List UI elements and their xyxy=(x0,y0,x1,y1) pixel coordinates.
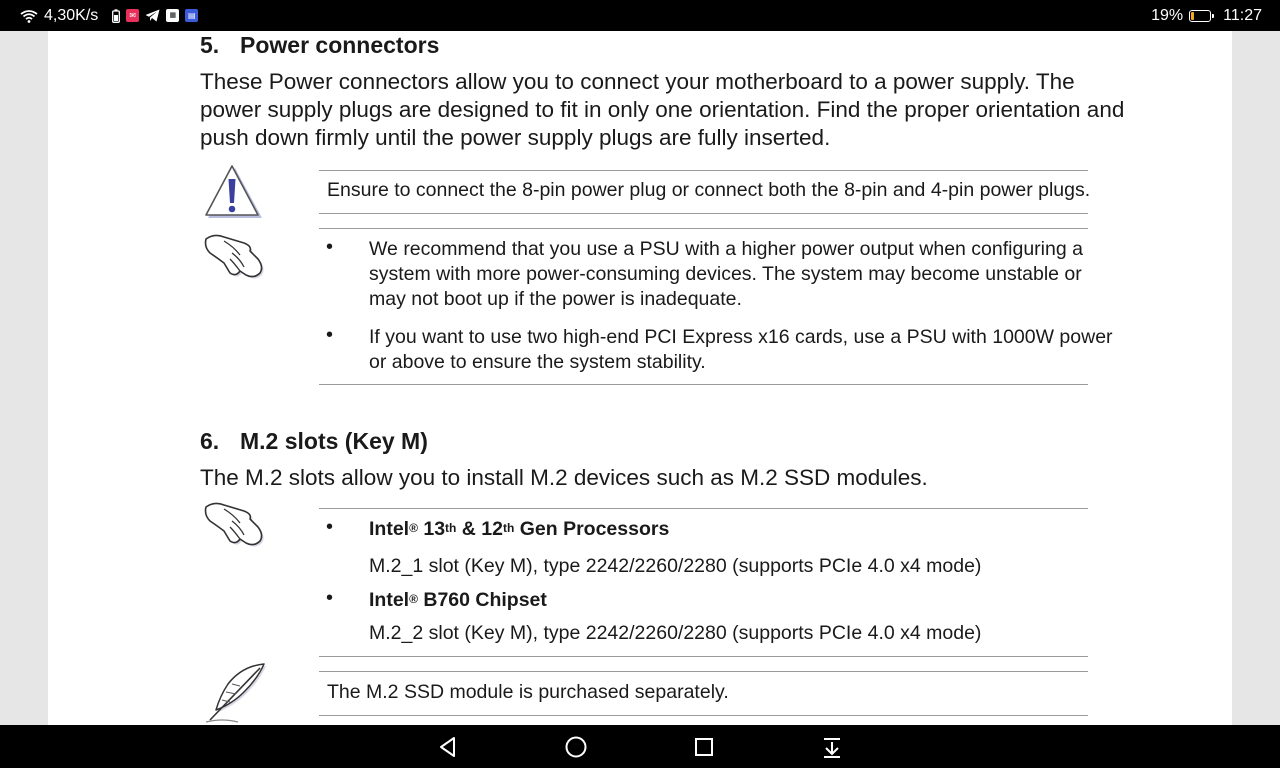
section-6-paragraph: The M.2 slots allow you to install M.2 devices such as M.2 SSD modules. xyxy=(200,465,928,490)
paragraph-line: power supply plugs are designed to fit in only one orientation. Find the proper orientation and xyxy=(200,97,1125,122)
gen-text: & 12 xyxy=(456,518,503,540)
network-speed: 4,30K/s xyxy=(44,6,99,24)
note-line: system with more power-consuming devices. The system may become unstable or xyxy=(369,263,1082,285)
m2-item-heading xyxy=(369,588,547,613)
news-app-icon: ▦ xyxy=(166,9,179,22)
note-line: If you want to use two high-end PCI Express x16 cards, use a PSU with 1000W power xyxy=(369,326,1113,348)
note-hand-icon xyxy=(204,501,266,556)
m2-note-text: The M.2 SSD module is purchased separately. xyxy=(327,681,729,703)
brand-text: Intel xyxy=(369,518,410,540)
section-title: Power connectors xyxy=(240,32,440,58)
divider xyxy=(319,213,1088,214)
status-bar xyxy=(0,0,1280,31)
m2-item-heading xyxy=(369,517,669,542)
gen-text: 13 xyxy=(417,518,446,540)
m2-slot-detail: M.2_2 slot (Key M), type 2242/2260/2280 (supports PCIe 4.0 x4 mode) xyxy=(369,622,982,644)
battery-fill xyxy=(1191,12,1194,20)
bullet-dot: • xyxy=(326,324,334,346)
back-icon[interactable] xyxy=(434,733,462,761)
registered-mark: ® xyxy=(409,521,418,535)
section-6-heading xyxy=(200,428,428,455)
note-line: may not boot up if the power is inadequate. xyxy=(369,288,742,310)
ordinal-suffix: th xyxy=(445,521,457,535)
battery-icon xyxy=(1189,10,1211,22)
battery-percent: 19% xyxy=(1151,6,1184,24)
note-hand-icon xyxy=(204,233,266,288)
clock: 11:27 xyxy=(1223,6,1262,24)
section-5-paragraph xyxy=(200,68,1124,152)
feather-pen-icon xyxy=(202,660,268,725)
paragraph-line: These Power connectors allow you to connect your motherboard to a power supply. The xyxy=(200,69,1075,94)
telegram-icon xyxy=(145,9,160,22)
divider xyxy=(319,671,1088,672)
document-page[interactable] xyxy=(48,31,1232,725)
m2-slot-detail: M.2_1 slot (Key M), type 2242/2260/2280 (supports PCIe 4.0 x4 mode) xyxy=(369,555,982,577)
registered-mark: ® xyxy=(409,592,418,606)
status-left xyxy=(20,7,198,25)
bullet-dot: • xyxy=(326,236,334,258)
section-number: 5. xyxy=(200,32,220,58)
section-number: 6. xyxy=(200,428,220,454)
navigation-bar xyxy=(0,725,1280,768)
brand-text: Intel xyxy=(369,589,410,611)
notification-app-icon: ✉ xyxy=(126,9,139,22)
recents-icon[interactable] xyxy=(690,733,718,761)
status-right xyxy=(1151,7,1262,25)
bullet-dot: • xyxy=(326,516,334,538)
warning-text: Ensure to connect the 8-pin power plug or connect both the 8-pin and 4-pin power plugs. xyxy=(327,179,1091,201)
calendar-app-icon: ▤ xyxy=(185,9,198,22)
battery-saver-icon xyxy=(112,9,120,23)
divider xyxy=(319,384,1088,385)
section-5-heading xyxy=(200,32,439,59)
home-icon[interactable] xyxy=(562,733,590,761)
divider xyxy=(319,508,1088,509)
bullet-dot: • xyxy=(326,587,334,609)
wifi-icon xyxy=(20,9,38,23)
paragraph-line: push down firmly until the power supply plugs are fully inserted. xyxy=(200,125,831,150)
ordinal-suffix: th xyxy=(502,521,515,535)
divider xyxy=(319,715,1088,716)
note-item xyxy=(369,325,1113,375)
warning-icon xyxy=(204,164,264,227)
section-title: M.2 slots (Key M) xyxy=(240,428,428,454)
note-line: We recommend that you use a PSU with a higher power output when configuring a xyxy=(369,238,1083,260)
divider xyxy=(319,228,1088,229)
divider xyxy=(319,170,1088,171)
note-item xyxy=(369,237,1083,312)
notifications-pull-icon[interactable] xyxy=(818,733,846,761)
divider xyxy=(319,656,1088,657)
chipset-text: B760 Chipset xyxy=(417,589,547,611)
gen-text: Gen Processors xyxy=(514,518,670,540)
note-line: or above to ensure the system stability. xyxy=(369,351,706,373)
